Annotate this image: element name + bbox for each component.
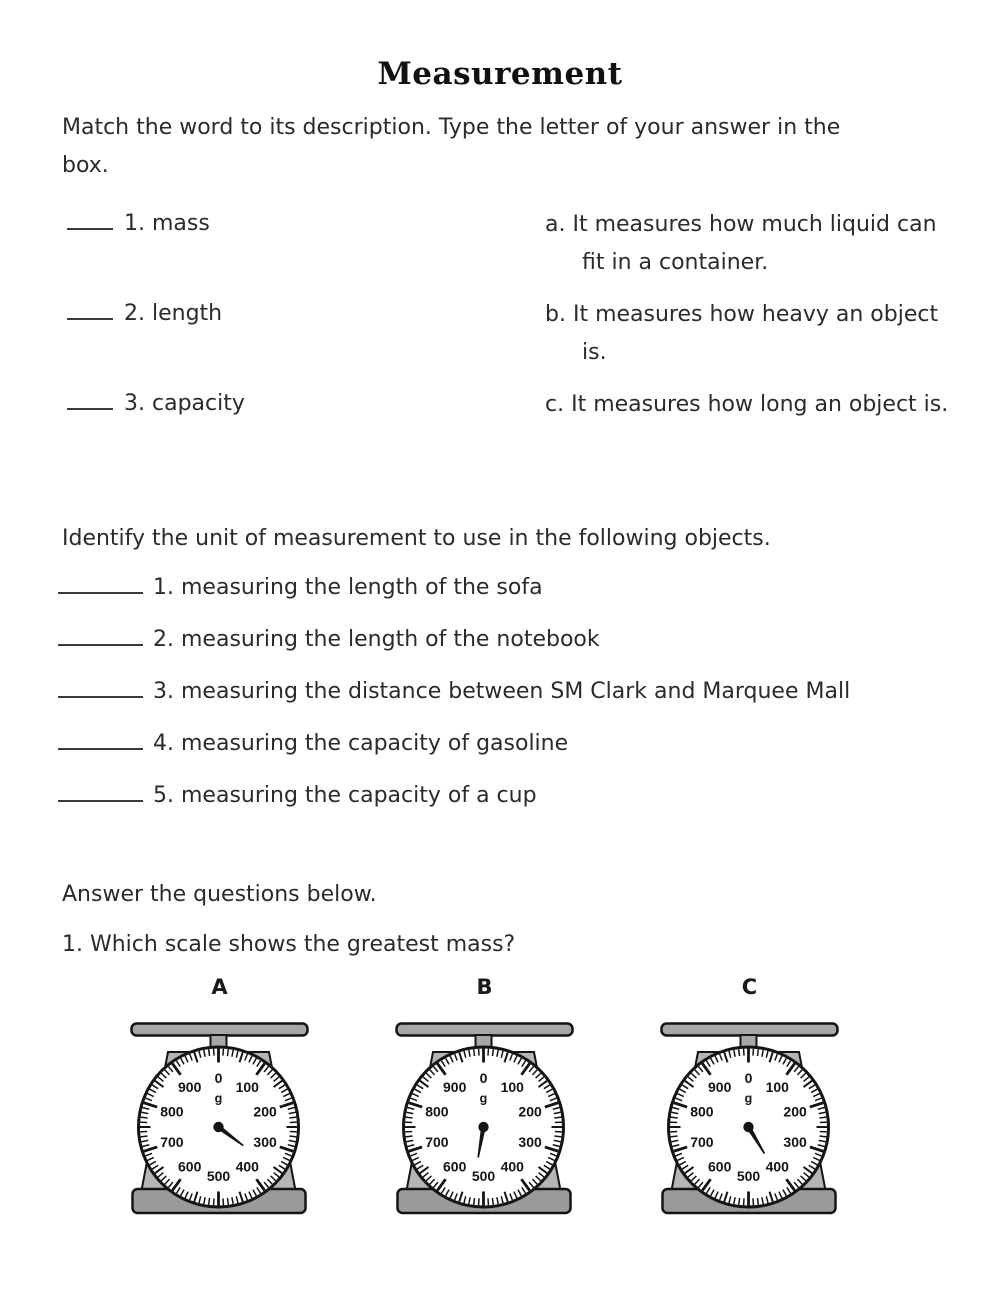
matching-instructions-line1: Match the word to its description. Type the letter of your answer in the — [62, 115, 841, 140]
match-option-b — [545, 296, 938, 372]
scale-label-c: C — [741, 975, 758, 999]
matching-instructions-line2: box. — [62, 153, 109, 178]
svg-text:700: 700 — [160, 1133, 184, 1150]
match-option-a-line2: fit in a container. — [582, 250, 769, 275]
svg-text:600: 600 — [178, 1158, 202, 1175]
svg-text:0: 0 — [479, 1069, 488, 1086]
answer-blank-match-1[interactable] — [67, 206, 113, 230]
identify-item-1-number: 1. — [153, 575, 174, 600]
svg-text:400: 400 — [235, 1158, 259, 1175]
svg-text:400: 400 — [765, 1158, 789, 1175]
svg-text:0: 0 — [744, 1069, 753, 1086]
page-title: Measurement — [377, 56, 623, 92]
svg-text:800: 800 — [160, 1103, 184, 1120]
answer-blank-identify-1[interactable] — [58, 570, 143, 594]
answer-blank-identify-5[interactable] — [58, 778, 143, 802]
match-option-c-line1: It measures how long an object is. — [571, 392, 949, 417]
match-item-1-word: mass — [152, 211, 210, 236]
match-item-3 — [67, 386, 245, 416]
svg-text:600: 600 — [443, 1158, 467, 1175]
svg-text:100: 100 — [500, 1079, 524, 1096]
identify-item-5-number: 5. — [153, 783, 174, 808]
identify-item-3-number: 3. — [153, 679, 174, 704]
match-option-a-letter: a. — [545, 212, 566, 237]
svg-text:500: 500 — [736, 1167, 761, 1184]
svg-text:300: 300 — [253, 1133, 277, 1150]
svg-text:300: 300 — [518, 1133, 542, 1150]
match-option-b-letter: b. — [545, 302, 566, 327]
match-option-a-line1: It measures how much liquid can — [572, 212, 937, 237]
svg-text:800: 800 — [690, 1103, 714, 1120]
match-item-1 — [67, 206, 210, 236]
svg-text:900: 900 — [178, 1079, 202, 1096]
questions-heading: Answer the questions below. — [62, 882, 377, 907]
svg-text:700: 700 — [690, 1133, 714, 1150]
identify-item-2-text: measuring the length of the notebook — [181, 627, 600, 652]
svg-text:200: 200 — [783, 1103, 807, 1120]
answer-blank-identify-2[interactable] — [58, 622, 143, 646]
identify-item-5 — [58, 778, 537, 808]
svg-text:500: 500 — [206, 1167, 231, 1184]
scale-b-illustration — [395, 1022, 574, 1216]
matching-instructions — [62, 109, 840, 185]
identify-item-2-number: 2. — [153, 627, 174, 652]
scale-c — [660, 1022, 839, 1216]
identify-item-5-text: measuring the capacity of a cup — [181, 783, 537, 808]
match-item-1-number: 1. — [124, 211, 145, 236]
answer-blank-match-2[interactable] — [67, 296, 113, 320]
match-item-2-word: length — [152, 301, 223, 326]
match-item-2 — [67, 296, 222, 326]
match-option-b-line2: is. — [582, 340, 607, 365]
scale-label-b: B — [476, 975, 493, 999]
question-1: 1. Which scale shows the greatest mass? — [62, 932, 516, 957]
identify-item-3-text: measuring the distance between SM Clark and Marquee Mall — [181, 679, 851, 704]
match-option-b-line1: It measures how heavy an object — [572, 302, 939, 327]
identify-item-4 — [58, 726, 568, 756]
svg-text:500: 500 — [471, 1167, 496, 1184]
scale-c-illustration — [660, 1022, 839, 1216]
svg-text:0: 0 — [214, 1069, 223, 1086]
scale-b — [395, 1022, 574, 1216]
answer-blank-identify-3[interactable] — [58, 674, 143, 698]
svg-text:400: 400 — [500, 1158, 524, 1175]
match-item-3-number: 3. — [124, 391, 145, 416]
svg-text:200: 200 — [518, 1103, 542, 1120]
match-item-2-number: 2. — [124, 301, 145, 326]
scale-a — [130, 1022, 309, 1216]
identify-item-4-number: 4. — [153, 731, 174, 756]
svg-text:800: 800 — [425, 1103, 449, 1120]
answer-blank-identify-4[interactable] — [58, 726, 143, 750]
identify-item-2 — [58, 622, 600, 652]
match-item-3-word: capacity — [152, 391, 245, 416]
svg-text:100: 100 — [235, 1079, 259, 1096]
identify-item-1 — [58, 570, 543, 600]
svg-text:100: 100 — [765, 1079, 789, 1096]
match-option-a — [545, 206, 937, 282]
match-option-c — [545, 386, 948, 424]
svg-text:200: 200 — [253, 1103, 277, 1120]
scale-a-illustration — [130, 1022, 309, 1216]
identify-item-4-text: measuring the capacity of gasoline — [181, 731, 569, 756]
svg-text:g: g — [744, 1091, 753, 1106]
svg-text:g: g — [214, 1091, 223, 1106]
identify-instruction: Identify the unit of measurement to use in the following objects. — [62, 526, 771, 551]
match-option-c-letter: c. — [545, 392, 565, 417]
identify-item-1-text: measuring the length of the sofa — [181, 575, 543, 600]
svg-text:g: g — [479, 1091, 488, 1106]
svg-text:700: 700 — [425, 1133, 449, 1150]
svg-text:300: 300 — [783, 1133, 807, 1150]
identify-item-3 — [58, 674, 850, 704]
svg-text:900: 900 — [443, 1079, 467, 1096]
scale-label-a: A — [211, 975, 228, 999]
answer-blank-match-3[interactable] — [67, 386, 113, 410]
svg-text:900: 900 — [708, 1079, 732, 1096]
svg-text:600: 600 — [708, 1158, 732, 1175]
